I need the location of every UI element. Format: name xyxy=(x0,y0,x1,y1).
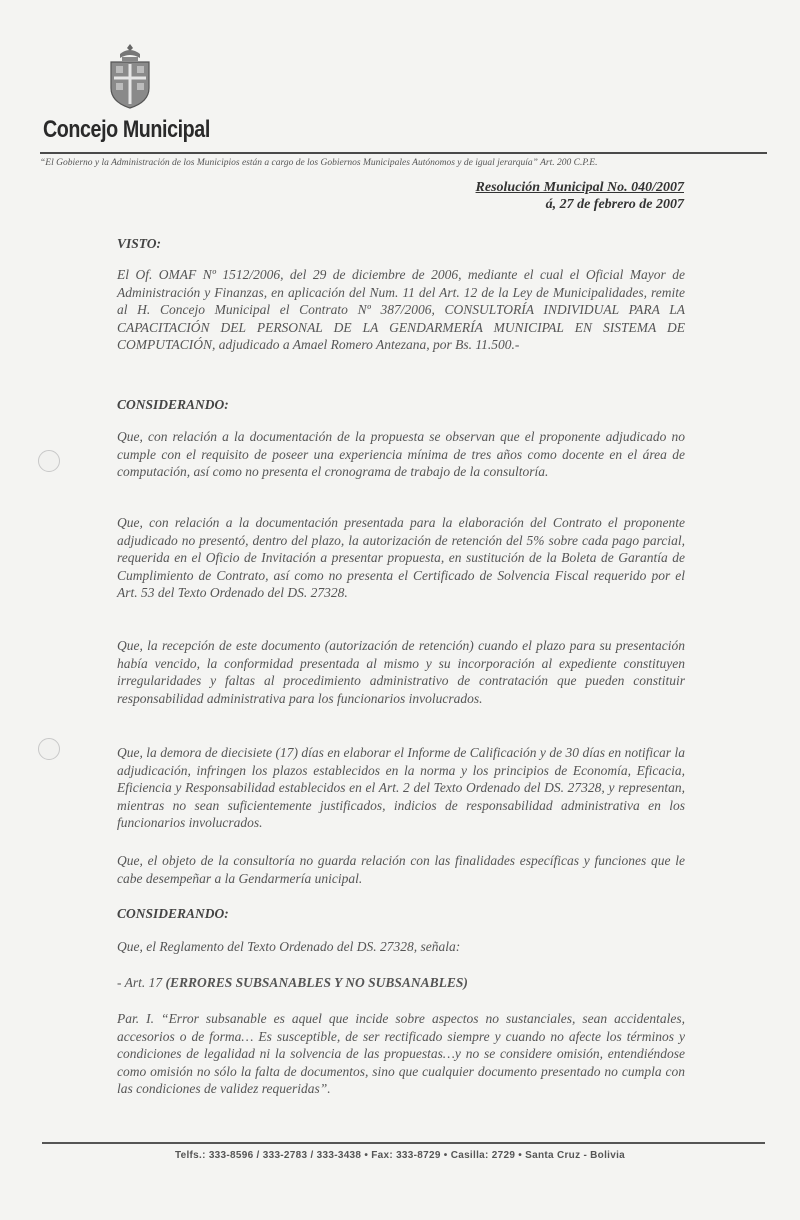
considerando-paragraph-2: Que, con relación a la documentación presentada para la elaboración del Contrato el proponente adjudicado no presentó, dentro del plazo, la autorización de retención del 5% sobre cada pago parcial, requerida en el Oficio de Invitación a presentar propuesta, en sustitución de la Boleta de Garantía de Cumplimiento de Contrato, así como no presenta el Certificado de Solvencia Fiscal requerido por el Art. 53 del Texto Ordenado del DS. 27328. xyxy=(117,515,685,600)
article-paragraph xyxy=(117,1010,685,1098)
article-line xyxy=(117,974,685,992)
footer-contact: Telfs.: 333-8596 / 333-2783 / 333-3438 • Fax: 333-8729 • Casilla: 2729 • Santa Cruz - Bolivia xyxy=(174,1150,626,1161)
considerando-heading-2: CONSIDERANDO: xyxy=(117,906,229,921)
institution-title: Concejo Municipal xyxy=(43,116,210,143)
punch-hole-mark xyxy=(38,738,60,760)
article-prefix: - Art. 17 xyxy=(117,975,166,990)
article-title: (ERRORES SUBSANABLES Y NO SUBSANABLES) xyxy=(165,975,468,990)
visto-heading: VISTO: xyxy=(117,236,162,251)
resolution-number: Resolución Municipal No. 040/2007 xyxy=(475,180,684,195)
considerando-paragraph-5: Que, el objeto de la consultoría no guarda relación con las finalidades específicas y funciones que le cabe desempeñar a la Gendarmería unicipal. xyxy=(117,853,685,886)
paragraph-label: Par. I. xyxy=(117,1011,155,1026)
header-motto: “El Gobierno y la Administración de los Municipios están a cargo de los Gobiernos Municipales Autónomos y de igual jerarquía” Art. 200 C.P.E. xyxy=(40,158,598,168)
paragraph-quote: “Error subsanable es aquel que incide sobre aspectos no sustanciales, sean accidentales, accesorios o de forma… Es susceptible, de ser rectificado siempre y cuando no afecte los términos y condiciones de legalidad ni la solvencia de las propuestas…y no se considere omisión, entendiéndose como omisión no sólo la falta de documentos, sino que cualquier documento presentado no cumpla con las condiciones de validez requeridas”. xyxy=(117,1011,686,1096)
municipal-seal-icon xyxy=(108,42,152,110)
considerando-heading-1: CONSIDERANDO: xyxy=(117,397,229,412)
visto-paragraph: El Of. OMAF Nº 1512/2006, del 29 de diciembre de 2006, mediante el cual el Oficial Mayor de Administración y Finanzas, en aplicación del Num. 11 del Art. 12 de la Ley de Municipalidades, remite al H. Concejo Municipal el Contrato Nº 387/2006, CONSULTORÍA INDIVIDUAL PARA LA CAPACITACIÓN DEL PERSONAL DE LA GENDARMERÍA MUNICIPAL EN SISTEMA DE COMPUTACIÓN, adjudicado a Amael Romero Antezana, por Bs. 11.500.- xyxy=(117,267,685,352)
footer-divider xyxy=(42,1142,765,1144)
considerando-paragraph-4: Que, la demora de diecisiete (17) días en elaborar el Informe de Calificación y de 30 días en notificar la adjudicación, infringen los plazos establecidos en la norma y los principios de Economía, Eficacia, Eficiencia y Responsabilidad establecidos en el Art. 2 del Texto Ordenado del DS. 27328, y representan, mientras no sean suficientemente justificados, indicios de responsabilidad administrativa en los funcionarios involucrados. xyxy=(117,745,685,830)
considerando-paragraph-3: Que, la recepción de este documento (autorización de retención) cuando el plazo para su presentación había vencido, la conformidad presentada al mismo y su incorporación al expediente constituyen irregularidades y faltas al procedimiento administrativo de contratación que pueden constituir responsabilidad administrativa para los funcionarios involucrados. xyxy=(117,638,685,706)
header-divider xyxy=(40,152,767,154)
resolution-date: á, 27 de febrero de 2007 xyxy=(545,197,684,212)
considerando2-paragraph-1: Que, el Reglamento del Texto Ordenado del DS. 27328, señala: xyxy=(117,939,461,954)
punch-hole-mark xyxy=(38,450,60,472)
considerando-paragraph-1: Que, con relación a la documentación de la propuesta se observan que el proponente adjudicado no cumple con el requisito de poseer una experiencia mínima de tres años como docente en el área de computación, así como no presenta el cronograma de trabajo de la consultoría. xyxy=(117,429,685,479)
